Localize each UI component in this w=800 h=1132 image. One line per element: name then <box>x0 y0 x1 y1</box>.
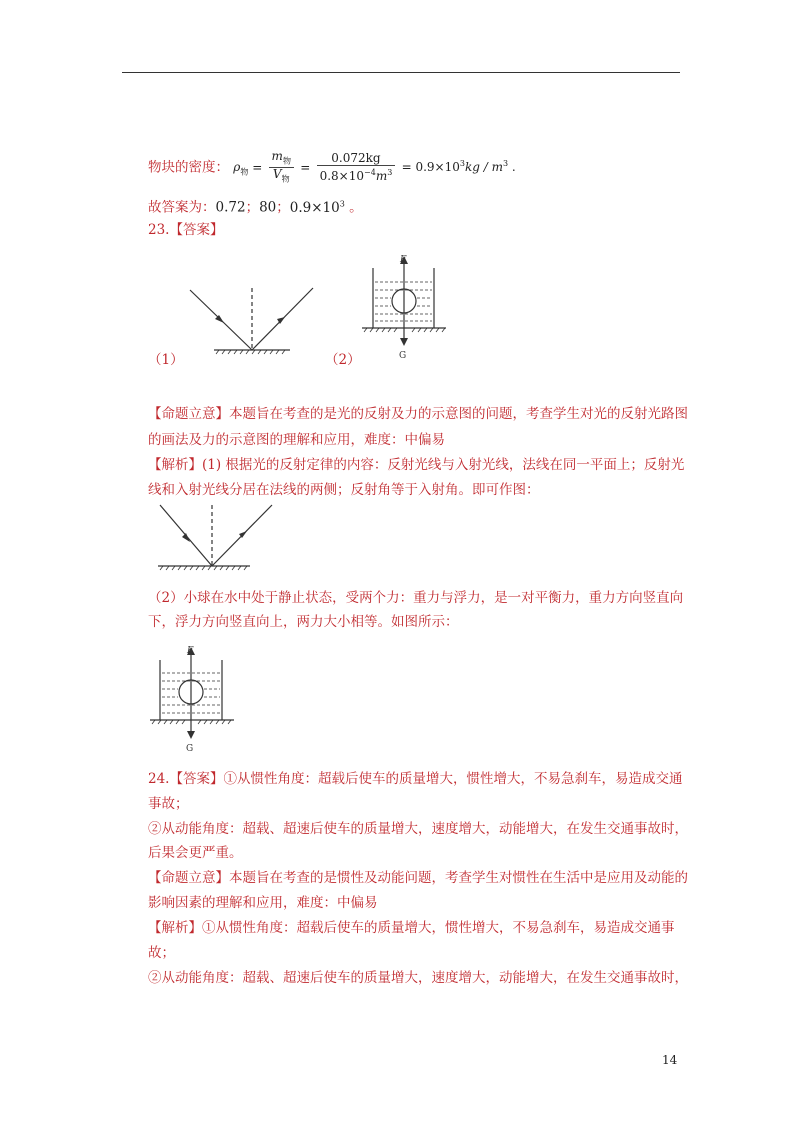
figure2-label: （2） <box>325 352 361 368</box>
mass-over-volume: $\frac{m_物}{V_物}$ <box>269 150 294 186</box>
density-label: 物块的密度： <box>148 159 229 176</box>
force-F-label-2: F <box>187 646 194 656</box>
figure1-label: （1） <box>148 352 184 368</box>
q23-heading: 23.【答案】 <box>148 222 224 238</box>
page-number: 14 <box>662 1053 678 1067</box>
q24-line-2: 事故； <box>148 796 189 812</box>
q23-analysis2-1: （2）小球在水中处于静止状态，受两个力：重力与浮力，是一对平衡力，重力方向竖直向 <box>148 590 684 606</box>
q24-line-7: 【解析】①从惯性角度：超载后使车的质量增大，惯性增大，不易急刹车，易造成交通事 <box>148 920 675 936</box>
q23-analysis-1: 【解析】(1) 根据光的反射定律的内容：反射光线与入射光线，法线在同一平面上；反射光 <box>148 457 685 473</box>
force-G-label-2: G <box>186 744 194 754</box>
density-symbol: $\rho_物$ <box>233 160 249 177</box>
q24-line-9: ②从动能角度：超载、超速后使车的质量增大，速度增大，动能增大，在发生交通事故时， <box>148 970 688 986</box>
density-formula: 物块的密度： $\rho_物$ = $\frac{m_物}{V_物}$ = $\frac{0.072kg}{0.8\times 10^{-4}m^3}$ = $0.9\times 10^3kg / m^3$ . <box>148 149 516 184</box>
q24-line-5: 【命题立意】本题旨在考查的是惯性及动能问题，考查学生对惯性在生活中是应用及动能的 <box>148 870 688 886</box>
force-G-label: G <box>399 351 407 361</box>
answer-22: 故答案为：0.72；80；$0.9\times 10^3$ 。 <box>148 199 363 216</box>
density-result: = $0.9\times 10^3kg / m^3$ . <box>401 159 516 175</box>
q24-line-1: 24.【答案】①从惯性角度：超载后使车的质量增大，惯性增大，不易急刹车，易造成交通 <box>148 771 683 787</box>
q24-line-4: 后果会更严重。 <box>148 845 243 861</box>
q24-line-8: 故； <box>148 945 175 961</box>
q23-intent-1: 【命题立意】本题旨在考查的是光的反射及力的示意图的问题，考查学生对光的反射光路图 <box>148 406 688 422</box>
q23-intent-2: 的画法及力的示意图的理解和应用，难度：中偏易 <box>148 432 445 448</box>
q24-line-6: 影响因素的理解和应用，难度：中偏易 <box>148 895 378 911</box>
q24-line-3: ②从动能角度：超载、超速后使车的质量增大，速度增大，动能增大，在发生交通事故时， <box>148 821 688 837</box>
force-F-label: F <box>400 255 407 265</box>
q23-analysis2-2: 下，浮力方向竖直向上，两力大小相等。如图所示： <box>148 614 459 630</box>
numeric-fraction: $\frac{0.072kg}{0.8\times 10^{-4}m^3}$ <box>317 152 396 183</box>
q23-analysis-2: 线和入射光线分居在法线的两侧；反射角等于入射角。即可作图： <box>148 482 540 498</box>
